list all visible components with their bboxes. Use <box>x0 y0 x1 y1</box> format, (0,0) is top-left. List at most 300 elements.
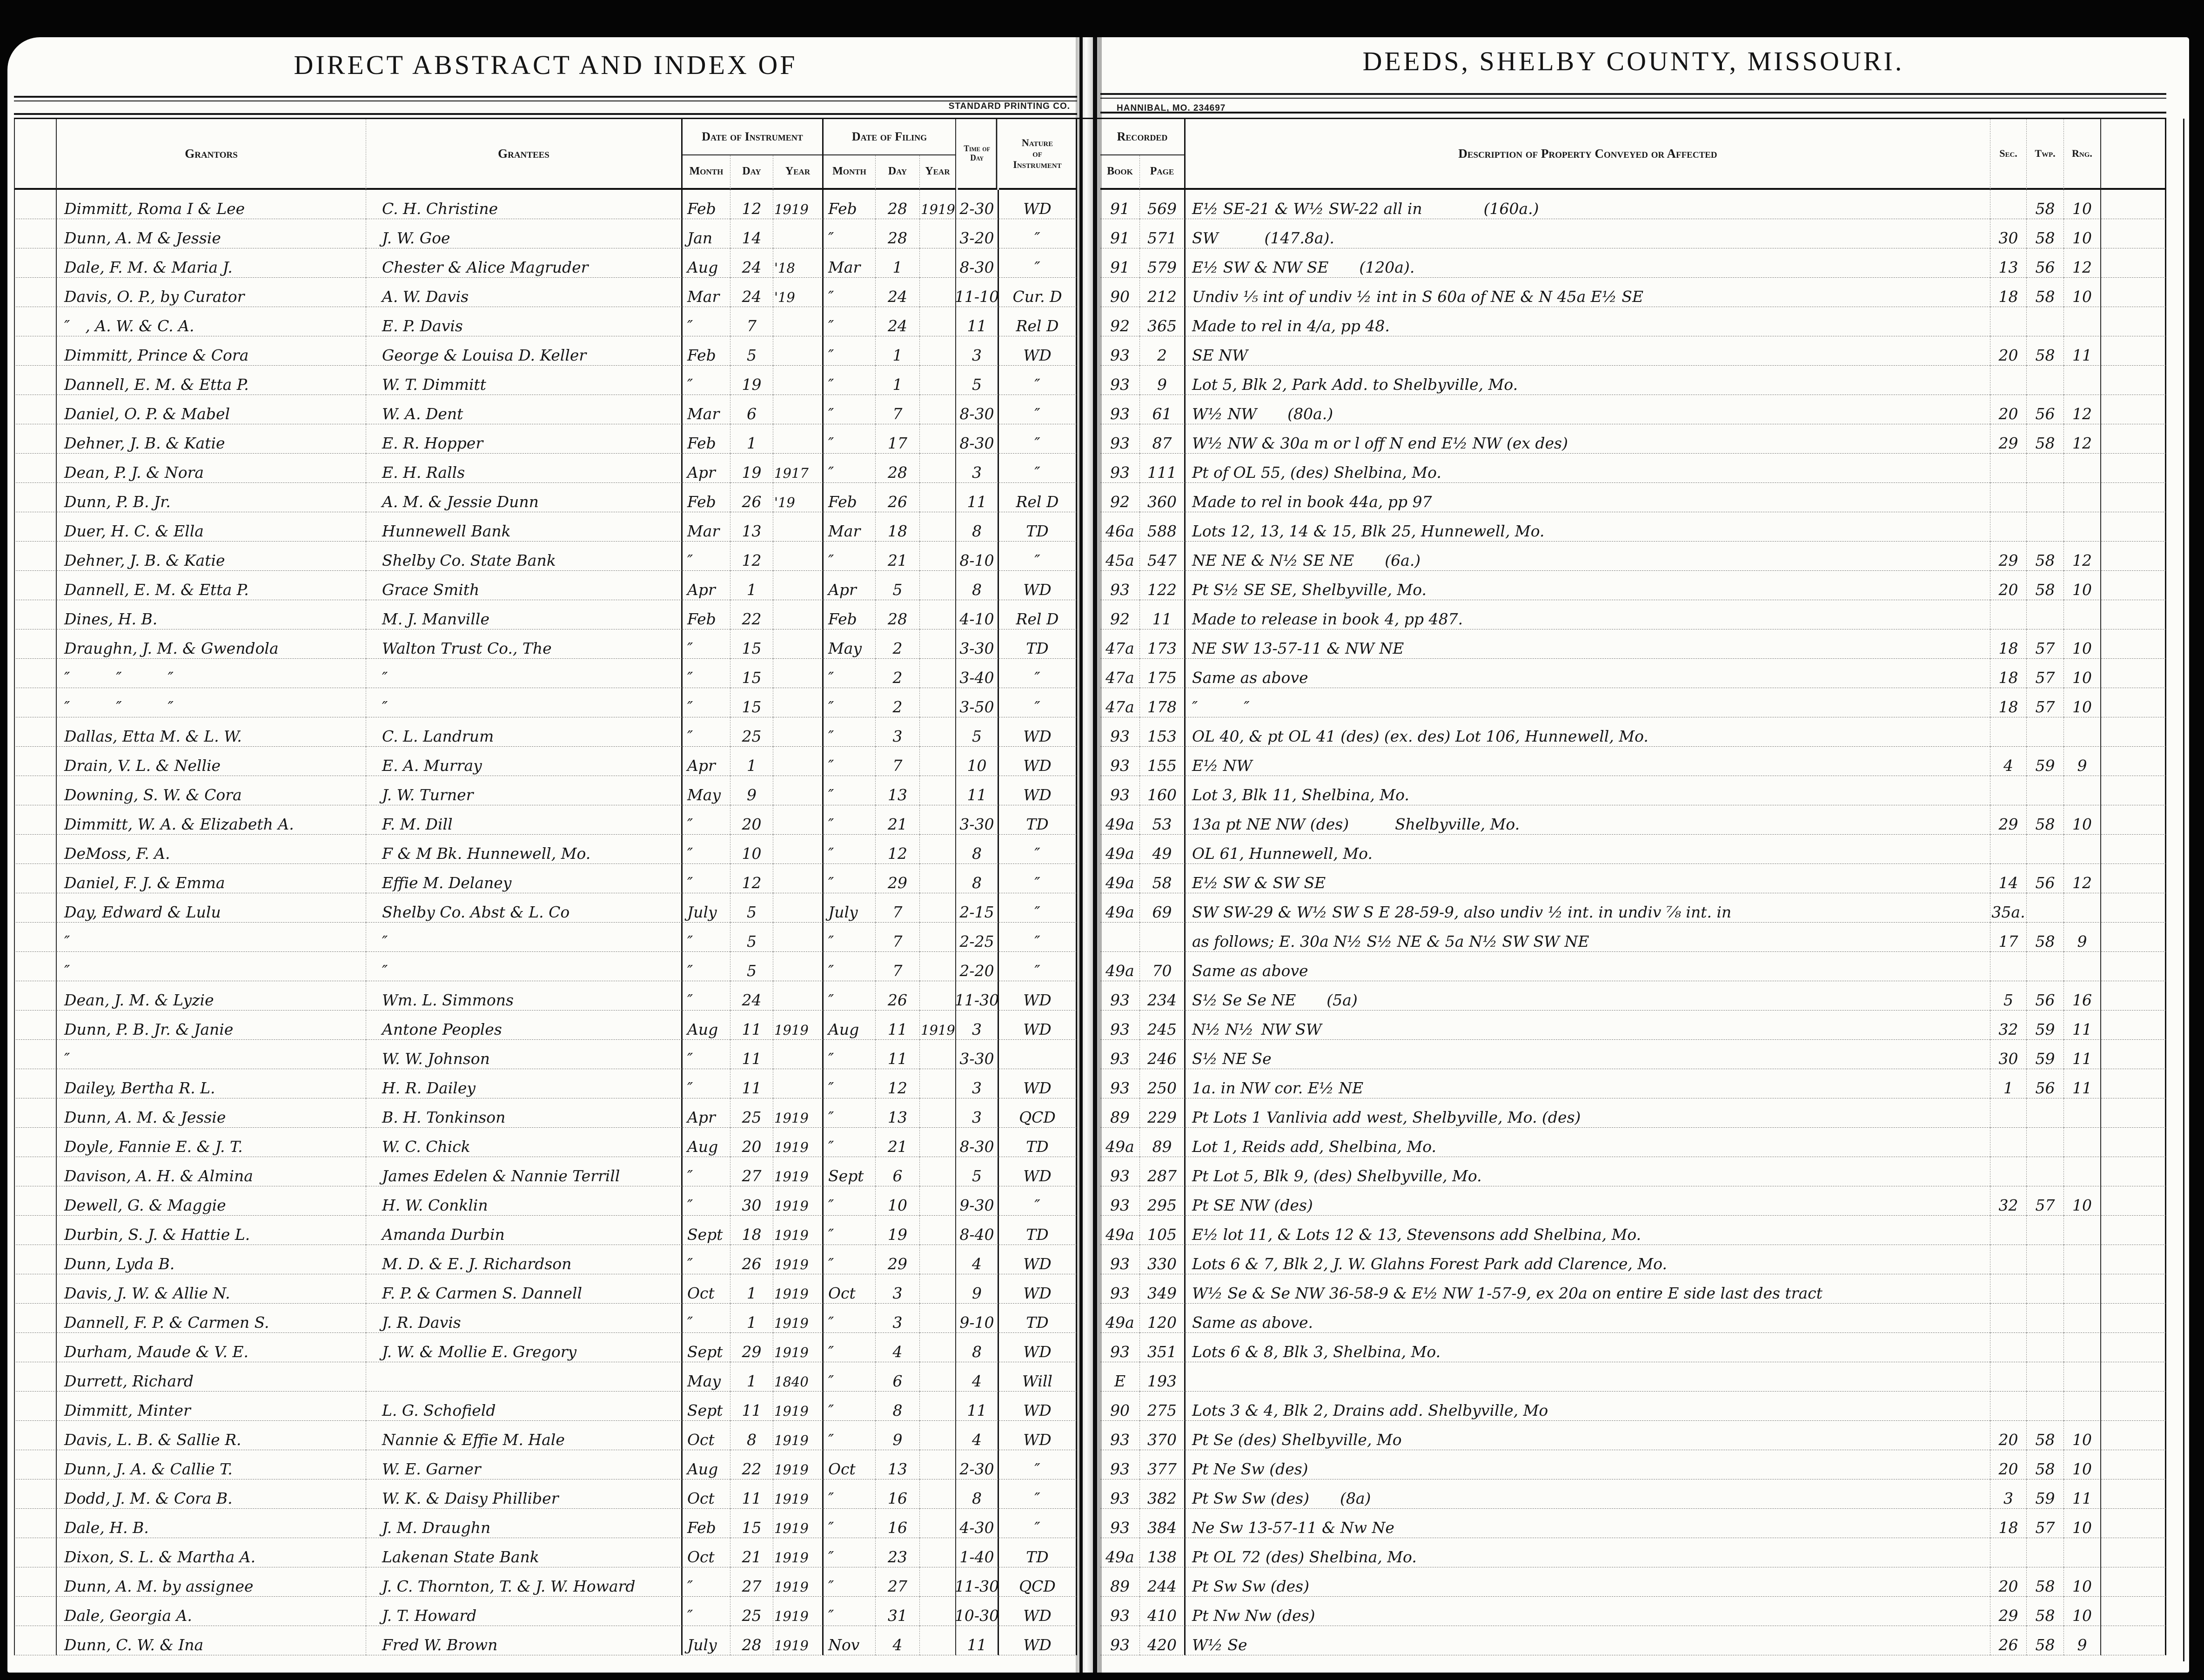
book-cell: 93 <box>1100 1245 1140 1274</box>
twp-cell <box>2027 776 2064 805</box>
instrument-month-cell: Sept <box>683 1216 730 1245</box>
page-cell: 287 <box>1140 1157 1186 1186</box>
grantor-cell: Dannell, E. M. & Etta P. <box>57 571 366 600</box>
filing-month-cell: Mar <box>824 512 876 542</box>
instrument-year-cell: 1919 <box>773 190 824 219</box>
filing-year-cell <box>920 1362 956 1392</box>
rng-cell: 12 <box>2064 864 2101 893</box>
margin-left-cell <box>14 190 57 219</box>
description-cell: N½ N½ NW SW <box>1186 1011 1990 1040</box>
instrument-month-cell: Feb <box>683 1509 730 1538</box>
twp-cell <box>2027 1274 2064 1304</box>
filing-day-cell: 26 <box>876 981 920 1011</box>
time-of-day-cell: 8 <box>956 1479 999 1509</box>
margin-right-cell <box>2101 1069 2166 1098</box>
rng-cell <box>2064 893 2101 923</box>
header-filing-month: Month <box>824 155 876 190</box>
header-book: Book <box>1100 155 1140 190</box>
rng-cell <box>2064 1157 2101 1186</box>
page-cell: 588 <box>1140 512 1186 542</box>
instrument-day-cell: 10 <box>730 835 773 864</box>
time-of-day-cell: 8-30 <box>956 1128 999 1157</box>
instrument-day-cell: 22 <box>730 600 773 629</box>
fold-gap-cell <box>1077 1304 1100 1333</box>
header-margin-left <box>14 119 57 190</box>
filing-day-cell: 28 <box>876 454 920 483</box>
margin-left-cell <box>14 454 57 483</box>
description-cell: Pt Nw Nw (des) <box>1186 1597 1990 1626</box>
grantee-cell: M. D. & E. J. Richardson <box>366 1245 683 1274</box>
page-cell: 138 <box>1140 1538 1186 1567</box>
description-cell: Same as above. <box>1186 1304 1990 1333</box>
nature-cell: WD <box>999 336 1077 366</box>
grantor-cell: Draughn, J. M. & Gwendola <box>57 629 366 659</box>
sec-cell <box>1990 1538 2027 1567</box>
instrument-year-cell: '19 <box>773 483 824 512</box>
time-of-day-cell: 3 <box>956 1069 999 1098</box>
rule-line <box>1100 98 2166 99</box>
rng-cell: 10 <box>2064 1567 2101 1597</box>
rule-line <box>1100 93 2166 95</box>
instrument-year-cell: 1919 <box>773 1479 824 1509</box>
description-cell: E½ SW & SW SE <box>1186 864 1990 893</box>
filing-month-cell: ″ <box>824 307 876 336</box>
page-cell: 155 <box>1140 747 1186 776</box>
margin-right-cell <box>2101 1216 2166 1245</box>
page-cell <box>1140 923 1186 952</box>
time-of-day-cell: 8-30 <box>956 248 999 278</box>
filing-year-cell <box>920 424 956 454</box>
fold-gap-cell <box>1077 1098 1100 1128</box>
instrument-day-cell: 14 <box>730 219 773 248</box>
margin-left-cell <box>14 688 57 717</box>
instrument-day-cell: 18 <box>730 1216 773 1245</box>
header-nature-of-instrument <box>999 119 1077 190</box>
margin-right-cell <box>2101 1597 2166 1626</box>
time-of-day-cell: 3 <box>956 1098 999 1128</box>
rng-cell <box>2064 952 2101 981</box>
margin-right-cell <box>2101 1421 2166 1450</box>
filing-month-cell: ″ <box>824 542 876 571</box>
rng-cell: 10 <box>2064 571 2101 600</box>
twp-cell: 58 <box>2027 542 2064 571</box>
filing-year-cell <box>920 571 956 600</box>
sec-cell: 20 <box>1990 336 2027 366</box>
grantor-cell: Davison, A. H. & Almina <box>57 1157 366 1186</box>
book-cell: 91 <box>1100 219 1140 248</box>
fold-gap-cell <box>1077 307 1100 336</box>
sec-cell <box>1990 366 2027 395</box>
grantor-cell: ″ ″ ″ <box>57 688 366 717</box>
nature-cell: WD <box>999 1333 1077 1362</box>
margin-left-cell <box>14 1333 57 1362</box>
book-cell: 47a <box>1100 659 1140 688</box>
rng-cell: 10 <box>2064 688 2101 717</box>
description-cell: Pt S½ SE SE, Shelbyville, Mo. <box>1186 571 1990 600</box>
sec-cell: 29 <box>1990 542 2027 571</box>
filing-day-cell: 2 <box>876 629 920 659</box>
description-cell: SW (147.8a). <box>1186 219 1990 248</box>
twp-cell <box>2027 1216 2064 1245</box>
instrument-day-cell: 11 <box>730 1069 773 1098</box>
time-of-day-cell: 8-10 <box>956 542 999 571</box>
grantor-cell: Dannell, E. M. & Etta P. <box>57 366 366 395</box>
margin-right-cell <box>2101 923 2166 952</box>
instrument-month-cell: ″ <box>683 307 730 336</box>
rng-cell <box>2064 1245 2101 1274</box>
grantee-cell: J. C. Thornton, T. & J. W. Howard <box>366 1567 683 1597</box>
time-of-day-cell: 2-20 <box>956 952 999 981</box>
header-description: Description of Property Conveyed or Affected <box>1186 119 1990 190</box>
margin-right-cell <box>2101 512 2166 542</box>
grantor-cell: DeMoss, F. A. <box>57 835 366 864</box>
filing-day-cell: 3 <box>876 717 920 747</box>
book-cell: 93 <box>1100 366 1140 395</box>
book-cell: 92 <box>1100 600 1140 629</box>
grantor-cell: Dines, H. B. <box>57 600 366 629</box>
fold-gap-cell <box>1077 1362 1100 1392</box>
fold-gap-cell <box>1077 366 1100 395</box>
instrument-day-cell: 5 <box>730 952 773 981</box>
page-cell: 89 <box>1140 1128 1186 1157</box>
grantor-cell: Dunn, A. M. & Jessie <box>57 1098 366 1128</box>
margin-right-cell <box>2101 1040 2166 1069</box>
grantor-cell: Dehner, J. B. & Katie <box>57 424 366 454</box>
filing-month-cell: ″ <box>824 1479 876 1509</box>
nature-cell: Cur. D <box>999 278 1077 307</box>
margin-right-cell <box>2101 1304 2166 1333</box>
rng-cell <box>2064 483 2101 512</box>
instrument-month-cell: Feb <box>683 600 730 629</box>
nature-cell: WD <box>999 1421 1077 1450</box>
rng-cell: 12 <box>2064 248 2101 278</box>
instrument-year-cell: 1919 <box>773 1392 824 1421</box>
page-cell: 246 <box>1140 1040 1186 1069</box>
header-date-of-instrument: Date of Instrument <box>683 119 824 155</box>
description-cell: Lots 6 & 7, Blk 2, J. W. Glahns Forest Park add Clarence, Mo. <box>1186 1245 1990 1274</box>
time-of-day-cell: 4 <box>956 1245 999 1274</box>
margin-right-cell <box>2101 1157 2166 1186</box>
instrument-day-cell: 5 <box>730 893 773 923</box>
rng-cell <box>2064 1304 2101 1333</box>
description-cell: Lots 12, 13, 14 & 15, Blk 25, Hunnewell, Mo. <box>1186 512 1990 542</box>
margin-right-cell <box>2101 1362 2166 1392</box>
header-twp: Twp. <box>2027 119 2064 190</box>
instrument-day-cell: 1 <box>730 1304 773 1333</box>
time-of-day-cell: 3-30 <box>956 629 999 659</box>
time-of-day-cell: 8-40 <box>956 1216 999 1245</box>
header-sec: Sec. <box>1990 119 2027 190</box>
page-cell: 244 <box>1140 1567 1186 1597</box>
filing-month-cell: ″ <box>824 219 876 248</box>
twp-cell <box>2027 1128 2064 1157</box>
time-of-day-cell: 8 <box>956 512 999 542</box>
page-cell: 193 <box>1140 1362 1186 1392</box>
sec-cell: 20 <box>1990 1567 2027 1597</box>
page-cell: 53 <box>1140 805 1186 835</box>
book-cell: 90 <box>1100 1392 1140 1421</box>
filing-year-cell <box>920 981 956 1011</box>
nature-cell: WD <box>999 717 1077 747</box>
page-title-left: DIRECT ABSTRACT AND INDEX OF <box>294 50 797 80</box>
instrument-day-cell: 1 <box>730 1362 773 1392</box>
instrument-year-cell: 1919 <box>773 1333 824 1362</box>
description-cell: SW SW-29 & W½ SW S E 28-59-9, also undiv ½ int. in undiv ⅞ int. in <box>1186 893 1990 923</box>
header-instrument-day: Day <box>730 155 773 190</box>
page-cell: 382 <box>1140 1479 1186 1509</box>
filing-month-cell: ″ <box>824 1098 876 1128</box>
book-cell: 49a <box>1100 1304 1140 1333</box>
book-cell: 93 <box>1100 1450 1140 1479</box>
instrument-day-cell: 11 <box>730 1011 773 1040</box>
margin-left-cell <box>14 336 57 366</box>
filing-year-cell <box>920 600 956 629</box>
fold-gap-cell <box>1077 512 1100 542</box>
instrument-year-cell: 1917 <box>773 454 824 483</box>
description-cell: Pt Ne Sw (des) <box>1186 1450 1990 1479</box>
fold-gap-cell <box>1077 190 1100 219</box>
instrument-day-cell: 20 <box>730 805 773 835</box>
filing-month-cell: Feb <box>824 600 876 629</box>
grantor-cell: Dixon, S. L. & Martha A. <box>57 1538 366 1567</box>
grantor-cell: Durrett, Richard <box>57 1362 366 1392</box>
rng-cell: 10 <box>2064 1421 2101 1450</box>
description-cell: Made to rel in book 44a, pp 97 <box>1186 483 1990 512</box>
instrument-year-cell <box>773 512 824 542</box>
instrument-year-cell <box>773 659 824 688</box>
filing-day-cell: 8 <box>876 1392 920 1421</box>
instrument-month-cell: ″ <box>683 1040 730 1069</box>
header-grantors: Grantors <box>57 119 366 190</box>
margin-left-cell <box>14 835 57 864</box>
instrument-month-cell: Oct <box>683 1479 730 1509</box>
margin-left-cell <box>14 805 57 835</box>
nature-cell: WD <box>999 1157 1077 1186</box>
grantor-cell: Durham, Maude & V. E. <box>57 1333 366 1362</box>
nature-cell: TD <box>999 512 1077 542</box>
sec-cell <box>1990 512 2027 542</box>
description-cell: NE SW 13-57-11 & NW NE <box>1186 629 1990 659</box>
grantee-cell: Antone Peoples <box>366 1011 683 1040</box>
sec-cell: 29 <box>1990 424 2027 454</box>
instrument-month-cell: ″ <box>683 835 730 864</box>
nature-cell: WD <box>999 571 1077 600</box>
book-cell: 93 <box>1100 717 1140 747</box>
margin-right-cell <box>2101 1538 2166 1567</box>
filing-month-cell: ″ <box>824 1333 876 1362</box>
instrument-year-cell <box>773 219 824 248</box>
nature-cell: WD <box>999 1011 1077 1040</box>
margin-right-cell <box>2101 424 2166 454</box>
fold-gap-cell <box>1077 278 1100 307</box>
page-cell: 579 <box>1140 248 1186 278</box>
twp-cell: 58 <box>2027 1626 2064 1655</box>
filing-month-cell: ″ <box>824 1509 876 1538</box>
page-cell: 360 <box>1140 483 1186 512</box>
description-cell: Pt Se (des) Shelbyville, Mo <box>1186 1421 1990 1450</box>
twp-cell <box>2027 1333 2064 1362</box>
twp-cell <box>2027 1392 2064 1421</box>
filing-day-cell: 21 <box>876 805 920 835</box>
fold-gap-cell <box>1077 1157 1100 1186</box>
sec-cell <box>1990 483 2027 512</box>
grantee-cell: Nannie & Effie M. Hale <box>366 1421 683 1450</box>
filing-year-cell <box>920 1040 956 1069</box>
fold-gap-cell <box>1077 1597 1100 1626</box>
margin-right-cell <box>2101 248 2166 278</box>
grantor-cell: ″ <box>57 923 366 952</box>
time-of-day-cell: 1-40 <box>956 1538 999 1567</box>
instrument-month-cell: Apr <box>683 454 730 483</box>
instrument-month-cell: Jan <box>683 219 730 248</box>
book-cell: 91 <box>1100 248 1140 278</box>
margin-right-cell <box>2101 307 2166 336</box>
description-cell: OL 40, & pt OL 41 (des) (ex. des) Lot 106, Hunnewell, Mo. <box>1186 717 1990 747</box>
page-cell: 571 <box>1140 219 1186 248</box>
time-of-day-cell: 11-30 <box>956 1567 999 1597</box>
instrument-year-cell <box>773 307 824 336</box>
description-cell: 1a. in NW cor. E½ NE <box>1186 1069 1990 1098</box>
fold-gap-cell <box>1077 747 1100 776</box>
nature-cell: ″ <box>999 864 1077 893</box>
sec-cell <box>1990 835 2027 864</box>
grantee-cell: C. L. Landrum <box>366 717 683 747</box>
description-cell <box>1186 1362 1990 1392</box>
fold-gap-cell <box>1077 1186 1100 1216</box>
book-cell: 93 <box>1100 454 1140 483</box>
filing-month-cell: ″ <box>824 1597 876 1626</box>
instrument-month-cell: July <box>683 893 730 923</box>
filing-year-cell <box>920 1304 956 1333</box>
time-of-day-cell: 11 <box>956 1626 999 1655</box>
page-cell: 250 <box>1140 1069 1186 1098</box>
instrument-year-cell <box>773 805 824 835</box>
rng-cell <box>2064 1538 2101 1567</box>
description-cell: S½ Se Se NE (5a) <box>1186 981 1990 1011</box>
grantee-cell: Hunnewell Bank <box>366 512 683 542</box>
instrument-year-cell <box>773 952 824 981</box>
filing-year-cell <box>920 835 956 864</box>
instrument-day-cell: 6 <box>730 395 773 424</box>
instrument-day-cell: 11 <box>730 1479 773 1509</box>
rng-cell: 10 <box>2064 805 2101 835</box>
time-of-day-cell: 3-20 <box>956 219 999 248</box>
book-cell: 93 <box>1100 571 1140 600</box>
rng-cell: 10 <box>2064 190 2101 219</box>
filing-year-cell <box>920 1157 956 1186</box>
sec-cell <box>1990 1274 2027 1304</box>
filing-year-cell <box>920 1128 956 1157</box>
sec-cell: 1 <box>1990 1069 2027 1098</box>
sec-cell <box>1990 1392 2027 1421</box>
fold-gap-cell <box>1077 1216 1100 1245</box>
filing-month-cell: ″ <box>824 454 876 483</box>
sec-cell: 18 <box>1990 659 2027 688</box>
book-cell: 93 <box>1100 1069 1140 1098</box>
sec-cell <box>1990 1333 2027 1362</box>
margin-right-cell <box>2101 776 2166 805</box>
instrument-month-cell: Feb <box>683 190 730 219</box>
instrument-month-cell: ″ <box>683 981 730 1011</box>
book-cell <box>1100 923 1140 952</box>
instrument-day-cell: 25 <box>730 717 773 747</box>
filing-year-cell <box>920 278 956 307</box>
nature-cell: ″ <box>999 248 1077 278</box>
margin-left-cell <box>14 395 57 424</box>
fold-gap-cell <box>1077 600 1100 629</box>
grantor-cell: Davis, L. B. & Sallie R. <box>57 1421 366 1450</box>
margin-left-cell <box>14 1538 57 1567</box>
filing-year-cell <box>920 1069 956 1098</box>
instrument-day-cell: 9 <box>730 776 773 805</box>
time-of-day-cell: 10 <box>956 747 999 776</box>
twp-cell: 57 <box>2027 629 2064 659</box>
book-cell: 93 <box>1100 1509 1140 1538</box>
margin-left-cell <box>14 1597 57 1626</box>
instrument-day-cell: 24 <box>730 981 773 1011</box>
filing-month-cell: ″ <box>824 1245 876 1274</box>
instrument-day-cell: 15 <box>730 659 773 688</box>
grantee-cell: W. C. Chick <box>366 1128 683 1157</box>
description-cell: Lot 3, Blk 11, Shelbina, Mo. <box>1186 776 1990 805</box>
page-cell: 58 <box>1140 864 1186 893</box>
sec-cell <box>1990 1098 2027 1128</box>
description-cell: Pt OL 72 (des) Shelbina, Mo. <box>1186 1538 1990 1567</box>
margin-left-cell <box>14 542 57 571</box>
filing-day-cell: 31 <box>876 1597 920 1626</box>
rng-cell: 11 <box>2064 1479 2101 1509</box>
margin-right-cell <box>2101 893 2166 923</box>
filing-month-cell: Feb <box>824 190 876 219</box>
nature-cell: ″ <box>999 1450 1077 1479</box>
fold-gap-cell <box>1077 1538 1100 1567</box>
filing-month-cell: ″ <box>824 1392 876 1421</box>
filing-day-cell: 1 <box>876 248 920 278</box>
filing-day-cell: 3 <box>876 1304 920 1333</box>
rule-line <box>14 96 1077 98</box>
fold-gap-cell <box>1077 336 1100 366</box>
instrument-day-cell: 8 <box>730 1421 773 1450</box>
fold-gap-cell <box>1077 1450 1100 1479</box>
twp-cell: 57 <box>2027 1186 2064 1216</box>
filing-month-cell: ″ <box>824 1128 876 1157</box>
sec-cell: 18 <box>1990 278 2027 307</box>
sec-cell <box>1990 1157 2027 1186</box>
nature-cell: WD <box>999 1597 1077 1626</box>
page-cell: 70 <box>1140 952 1186 981</box>
margin-left-cell <box>14 1392 57 1421</box>
fold-gap-cell <box>1077 454 1100 483</box>
margin-right-cell <box>2101 395 2166 424</box>
instrument-year-cell <box>773 336 824 366</box>
margin-right-cell <box>2101 1450 2166 1479</box>
page-cell: 9 <box>1140 366 1186 395</box>
twp-cell: 58 <box>2027 571 2064 600</box>
filing-day-cell: 12 <box>876 1069 920 1098</box>
grantor-cell: Daniel, F. J. & Emma <box>57 864 366 893</box>
margin-right-cell <box>2101 1333 2166 1362</box>
filing-month-cell: Aug <box>824 1011 876 1040</box>
grantee-cell: W. A. Dent <box>366 395 683 424</box>
grantor-cell: Dale, F. M. & Maria J. <box>57 248 366 278</box>
fold-gap-cell <box>1077 835 1100 864</box>
twp-cell: 56 <box>2027 1069 2064 1098</box>
time-of-day-cell: 10-30 <box>956 1597 999 1626</box>
instrument-day-cell: 5 <box>730 923 773 952</box>
filing-year-cell <box>920 893 956 923</box>
time-of-day-cell: 5 <box>956 1157 999 1186</box>
filing-month-cell: Nov <box>824 1626 876 1655</box>
